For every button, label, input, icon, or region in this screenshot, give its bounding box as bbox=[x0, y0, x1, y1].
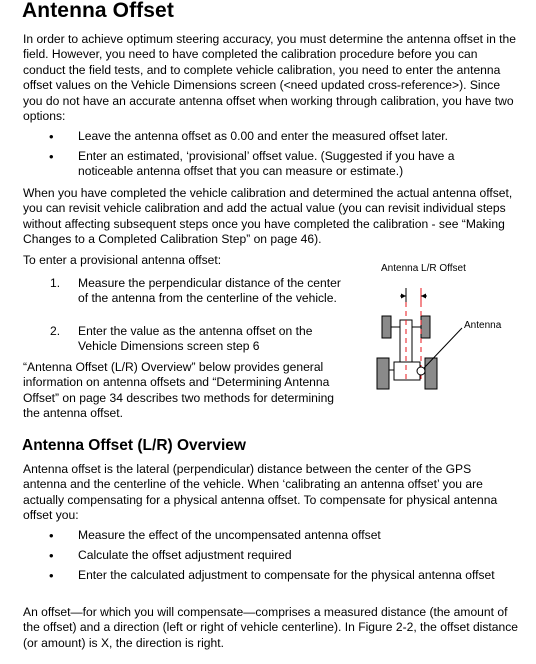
bullet-icon: • bbox=[49, 528, 54, 543]
provisional-intro: To enter a provisional antenna offset: bbox=[23, 253, 222, 267]
compensate-step-text: Calculate the offset adjustment required bbox=[78, 548, 292, 562]
offset-description-paragraph: An offset—for which you will compensate—comprises a measured distance (the amount of the offset) and a direction (left or right of vehicle centerline). In Figure 2-2, the offset distance (or amount) is X, the direction is right. bbox=[23, 605, 518, 650]
arrow-right-icon bbox=[421, 294, 426, 299]
vehicle-diagram bbox=[360, 258, 530, 418]
step-number: 2. bbox=[50, 324, 61, 338]
overview-reference-paragraph: “Antenna Offset (L/R) Overview” below provides general information on antenna offsets and “Determining Antenna Offset” on page 34 describes two methods for determining the antenna offset. bbox=[23, 360, 335, 421]
step-number: 1. bbox=[50, 276, 61, 290]
bullet-icon: • bbox=[49, 129, 54, 144]
front-left-wheel bbox=[382, 316, 391, 338]
option-text: Leave the antenna offset as 0.00 and enter the measured offset later. bbox=[78, 129, 449, 143]
rear-left-wheel bbox=[377, 358, 389, 389]
intro-paragraph: In order to achieve optimum steering accuracy, you must determine the antenna offset in the field. However, you need to have completed the calibration procedure before you can conduct the field tests, and to complete vehicle calibration, you need to enter the antenna offset values on the Vehicle Dimensions screen (<need updated cross-reference>). Since you do not have an accurate antenna offset when working through calibration, you have two options: bbox=[23, 32, 516, 124]
option-text: Enter an estimated, ‘provisional’ offset value. (Suggested if you have a noticeable antenna offset that you can measure or estimate.) bbox=[78, 149, 455, 179]
front-right-wheel bbox=[421, 316, 430, 338]
page-title: Antenna Offset bbox=[22, 0, 174, 22]
figure-label-antenna: Antenna bbox=[464, 320, 502, 331]
overview-heading: Antenna Offset (L/R) Overview bbox=[22, 437, 246, 454]
bullet-icon: • bbox=[49, 568, 54, 583]
antenna-offset-figure bbox=[360, 258, 530, 418]
arrow-left-icon bbox=[401, 294, 406, 299]
bullet-icon: • bbox=[49, 548, 54, 563]
overview-definition-paragraph: Antenna offset is the lateral (perpendicular) distance between the center of the GPS antenna and the centerline of the vehicle. When ‘calibrating an antenna offset’ you are actually compensating for a physical antenna offset. To compensate for physical antenna offset you: bbox=[23, 462, 498, 523]
compensate-step-text: Measure the effect of the uncompensated antenna offset bbox=[78, 528, 381, 542]
compensate-step-text: Enter the calculated adjustment to compensate for the physical antenna offset bbox=[78, 568, 495, 582]
bullet-icon: • bbox=[49, 149, 54, 164]
vehicle-cab bbox=[394, 362, 420, 380]
antenna-icon bbox=[417, 367, 425, 375]
step-text: Enter the value as the antenna offset on the Vehicle Dimensions screen step 6 bbox=[78, 324, 313, 354]
step-text: Measure the perpendicular distance of the center of the antenna from the centerline of the vehicle. bbox=[78, 276, 341, 306]
rear-right-wheel bbox=[425, 358, 437, 389]
after-calibration-paragraph: When you have completed the vehicle calibration and determined the actual antenna offset, you can revisit vehicle calibration and add the actual value (you can revisit individual steps without affecting subsequent steps once you have completed the calibration - see “Making Changes to a Completed Calibration Step” on page 46). bbox=[23, 186, 513, 247]
figure-label-offset: Antenna L/R Offset bbox=[381, 263, 466, 274]
